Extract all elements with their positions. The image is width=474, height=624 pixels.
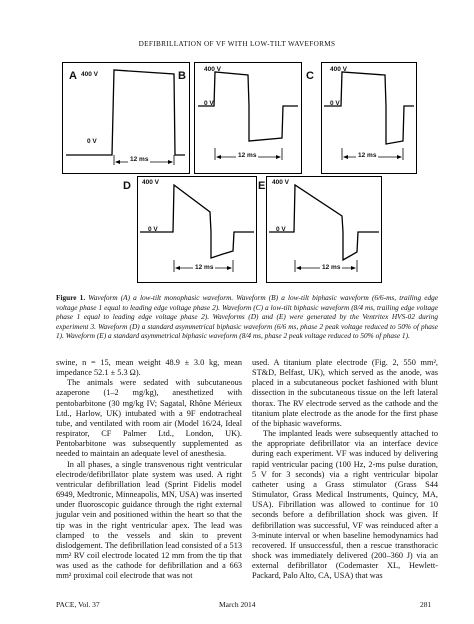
voltage-label-e-0: 0 V — [276, 226, 286, 233]
voltage-label-a-400: 400 V — [81, 71, 98, 78]
footer-date: March 2014 — [219, 600, 256, 609]
waveform-panel-a — [62, 62, 190, 174]
right-paragraph-1: used. A titanium plate electrode (Fig. 2, 550 mm², ST&D, Belfast, UK), which served as the anode, was placed in a subcutaneous pocket fashioned with blunt dissection in the subcutaneous tissue on the left lateral thorax. The RV electrode served as the cathode and the titanium plate electrode as the anode for the first phase of the biphasic waveforms. — [252, 358, 438, 428]
time-label-b: 12 ms — [238, 152, 257, 159]
time-label-e: 12 ms — [322, 264, 341, 271]
page-footer — [0, 600, 474, 612]
left-paragraph-1: swine, n = 15, mean weight 48.9 ± 3.0 kg, mean impedance 52.1 ± 5.3 Ω). — [56, 358, 242, 378]
time-label-c: 12 ms — [358, 152, 377, 159]
panel-label-e: E — [258, 180, 266, 192]
caption-text: Waveform (A) a low-tilt monophasic waveform. Waveform (B) a low-tilt biphasic waveform (6/6-ms, trailing edge voltage phase 1 equal to leading edge voltage phase 2). Waveform (C) a low-tilt biphasic waveform (8/4 ms, trailing edge voltage phase 1 equal to leading edge voltage phase 2). Waveforms (D) and (E) were generated by the Ventritex HVS-02 during experiment 3. Waveform (D) a standard asymmetrical biphasic waveform (6/6 ms, phase 2 peak voltage reduced to 50% of phase 1). Waveform (E) a standard asymmetrical biphasic waveform (8/4 ms, phase 2 peak voltage reduced to 50% of phase 1). — [56, 293, 438, 340]
running-header: DEFIBRILLATION OF VF WITH LOW-TILT WAVEFORMS — [138, 40, 336, 48]
voltage-label-b-0: 0 V — [204, 100, 214, 107]
caption-label: Figure 1. — [56, 293, 86, 302]
voltage-label-c-0: 0 V — [330, 100, 340, 107]
voltage-label-d-0: 0 V — [148, 226, 158, 233]
right-column — [252, 358, 438, 581]
time-label-d: 12 ms — [195, 264, 214, 271]
voltage-label-c-400: 400 V — [330, 66, 347, 73]
panel-label-c: C — [306, 70, 314, 82]
footer-page-number: 281 — [420, 600, 432, 609]
left-paragraph-2: The animals were sedated with subcutaneous azaperone (1–2 mg/kg), anesthetized with pentobarbitone (30 mg/kg IV; Sagatal, Rhône Mérieux Ltd., Harlow, UK) intubated with a 9F endotracheal tube, and ventilated with room air (Model 16/24, Ideal respirator, CF Palmer Ltd., London, UK). Pentobarbitone was subsequently supplemented as needed to maintain an adequate level of anesthesia. — [56, 378, 242, 459]
footer-journal: PACE, Vol. 37 — [56, 600, 100, 609]
voltage-label-b-400: 400 V — [204, 66, 221, 73]
voltage-label-e-400: 400 V — [272, 179, 289, 186]
panel-label-b: B — [178, 70, 186, 82]
right-paragraph-2: The implanted leads were subsequently attached to the appropriate defibrillator via an interface device during each experiment. VF was induced by delivering rapid ventricular pacing (100 Hz, 2-ms pulse duration, 5 V for 3 seconds) via a right ventricular bipolar catheter using a Grass stimulator (Grass S44 Stimulator, Grass Medical Instruments, Quincy, MA, USA). Fibrillation was allowed to continue for 10 seconds before a defibrillation shock was given. If defibrillation was successful, VF was reinduced after a 3-minute interval or when baseline hemodynamics had recovered. If unsuccessful, then a rescue transthoracic shock was immediately delivered (200–360 J) via an external defibrillator (Codemaster XL, Hewlett-Packard, Palo Alto, CA, USA) that was — [252, 429, 438, 581]
voltage-label-d-400: 400 V — [142, 179, 159, 186]
left-paragraph-3: In all phases, a single transvenous right ventricular electrode/defibrillator plate system was used. A right ventricular defibrillation lead (Sprint Fidelis model 6949, Medtronic, Minneapolis, MN, USA) was inserted under fluoroscopic guidance through the right external jugular vein and positioned within the heart so that the tip was in the right ventricular apex. The lead was clamped to the vessels and skin to prevent dislodgement. The defibrillation lead consisted of a 513 mm² RV coil electrode located 12 mm from the tip that was used as the cathode for defibrillation and a 663 mm² proximal coil electrode that was not — [56, 459, 242, 581]
figure-caption — [56, 293, 438, 341]
time-label-a: 12 ms — [130, 156, 149, 163]
panel-label-a-outside: A — [69, 70, 77, 82]
voltage-label-a-0: 0 V — [87, 138, 97, 145]
panel-label-d: D — [123, 180, 131, 192]
left-column — [56, 358, 242, 581]
